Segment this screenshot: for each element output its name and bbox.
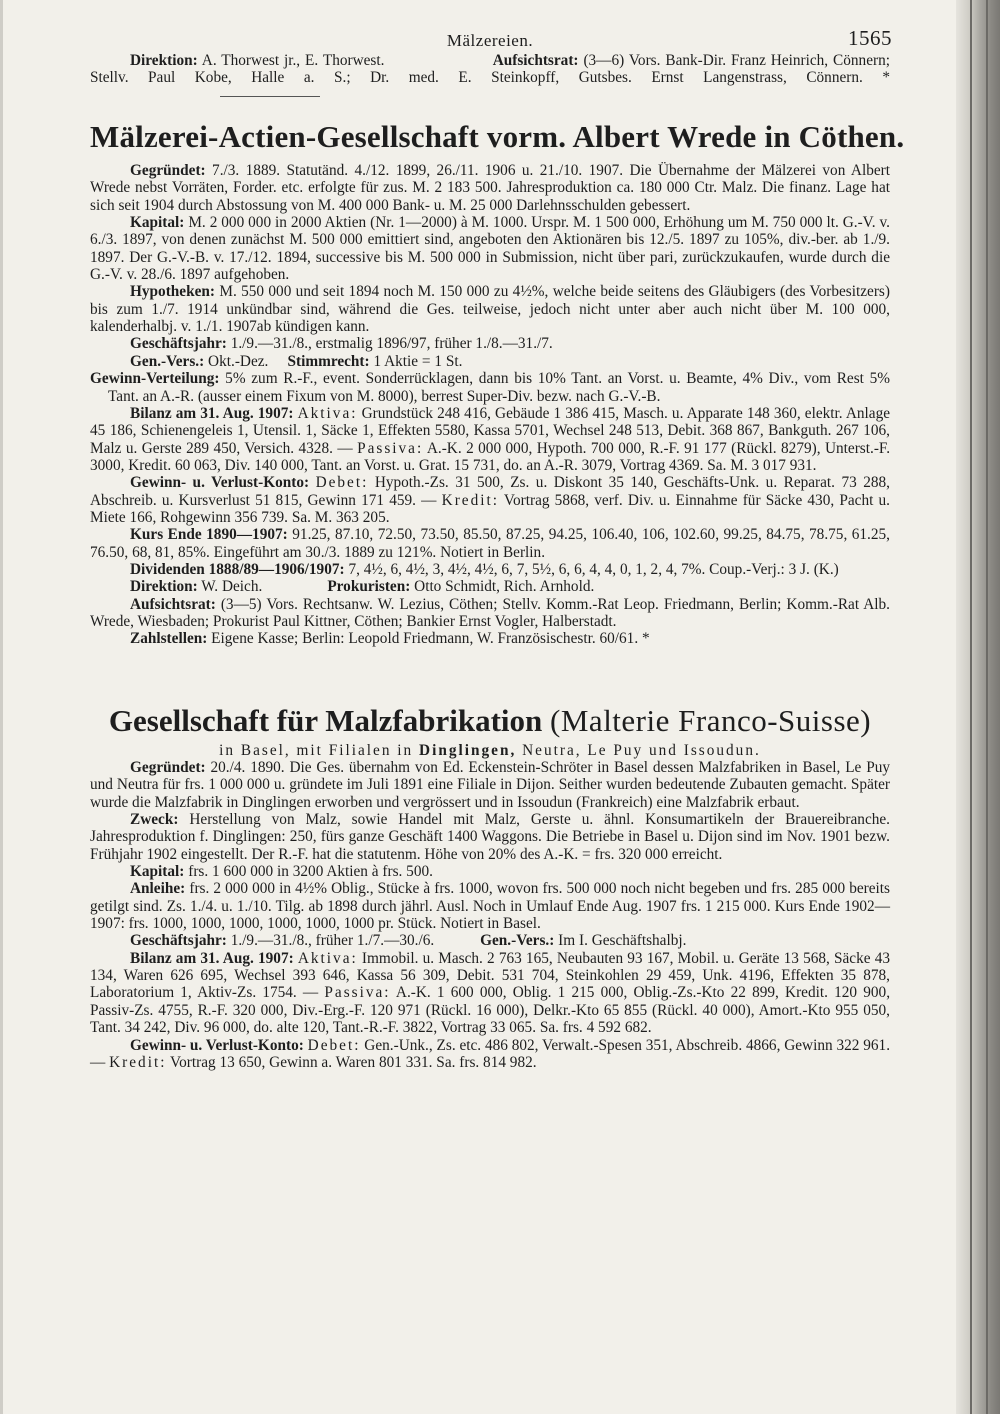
anleihe-text: frs. 2 000 000 in 4½% Oblig., Stücke à frs. 1000, wovon frs. 500 000 noch nicht begeben und frs. 285 000 bereits getilgt sind. Zs. 1./4. u. 1./10. Tilg. ab 1898 durch jährl. Ausl. Noch in Umlauf Ende Aug. 1907 frs. 1 215 000. Kurs Ende 1902—1907: frs. 1000, 1000, 1000, 1000, 1000, 1000 pr. Stück. Notiert in Basel. [90,880,891,933]
kapital-label: Kapital: [130,214,185,232]
aktiva-label: Aktiva: [297,949,358,967]
direktion-label: Direktion: [130,578,198,596]
direktion-text: W. Deich. [201,578,263,596]
gegruendet-text: 7./3. 1889. Statutänd. 4./12. 1899, 26./11. 1906 u. 21./10. 1907. Die Übernahme der Mälzerei von Albert Wrede nebst Vorräten, Forder. etc. erfolgte für zus. M. 2 183 500. Jahresproduktion ca. 180 000 Ctr. Malz. Die finanz. Lage hat sich seit 1904 durch Abstossung von M. 400 000 Bank- u. M. 25 000 Darlehnsschulden gebessert. [90,162,890,214]
guv-label: Gewinn- u. Verlust-Konto: [130,474,310,492]
kredit-label: Kredit: [109,1053,167,1071]
genvers-entry [90,353,890,370]
dividenden-text: 7, 4½, 6, 4½, 3, 4½, 4½, 6, 7, 5½, 6, 6, 4, 4, 0, 1, 2, 4, 7%. Coup.-Verj.: 3 J. (K.) [348,560,839,578]
aufsichtsrat-entry [90,596,890,631]
passiva-label: Passiva: [324,984,391,1002]
prokuristen-text: Otto Schmidt, Rich. Arnhold. [414,578,595,596]
zweck-label: Zweck: [130,811,179,829]
geschaeftsjahr-text: 1./9.—31./8., früher 1./7.—30./6. [230,932,435,950]
page-binding-edge [956,0,1000,1414]
aufsichtsrat-text: (3—6) Vors. Bank-Dir. Franz Heinrich, Cönnern; Stellv. Paul Kobe, Halle a. S.; Dr. med. E. Steinkopff, Gutsbes. Ernst Langenstrass, Cönnern. * [90,52,890,87]
kredit-text: Vortrag 13 650, Gewinn a. Waren 801 331. Sa. frs. 814 982. [170,1053,537,1071]
bilanz-entry [90,950,890,1037]
binding-line [970,0,972,1414]
subtitle-bold: Dinglingen, [419,741,517,759]
debet-text: Hypoth.-Zs. 31 500, Zs. u. Diskont 35 140, Geschäfts-Unk. u. Reparat. 73 288, Abschreib. u. Kursverlust 51 815, Gewinn 171 459. — [90,474,890,509]
bilanz-entry [90,405,890,474]
running-title: Mälzereien. [446,31,534,50]
aktiva-text: Grundstück 248 416, Gebäude 1 386 415, Masch. u. Apparate 148 360, elektr. Anlage 45 186, Schienengeleis 1, Utensil. 1, Säcke 1, Effekten 5580, Kassa 5701, Wechsel 248 513, Debit. 368 867, Bankguth. 267 106, Malz u. Gerste 289 450, Versich. 4328. — [90,404,891,457]
gewinn-verteilung-label: Gewinn-Verteilung: [90,370,220,388]
zweck-text: Herstellung von Malz, sowie Handel mit Malz, Gerste u. ähnl. Konsumartikeln der Brauereibranche. Jahresproduktion f. Dinglingen: 250, fürs ganze Geschäft 1400 Waggons. Die Betriebe in Basel u. Dijon sind im Nov. 1901 bezw. Frühjahr 1902 eingestellt. Der R.-F. hat die statutenm. Höhe von 20% des A.-K. = frs. 320 000 erreicht. [90,811,890,863]
top-board-entry [90,52,890,104]
zweck-entry [90,811,890,863]
gegruendet-entry [90,759,890,811]
hypotheken-text: M. 550 000 und seit 1894 noch M. 150 000 zu 4½%, welche beide seitens des Gläubigers (des Vorbesitzers) bis zum 1./7. 1914 unkündbar sind, während die Ges. teilweise, jedoch nicht unter aber auch nicht über M. 100 000, kalenderhalbj. v. 1./1. 1907ab kündigen kann. [90,283,890,336]
kredit-text: Vortrag 5868, verf. Div. u. Einnahme für Säcke 430, Pacht u. Miete 166, Rohgewinn 356 739. Sa. M. 363 205. [90,491,890,526]
direktion-label: Direktion: [130,52,198,69]
subtitle-part: Neutra, Le Puy und Issoudun. [522,741,761,759]
gegruendet-label: Gegründet: [130,162,206,180]
genvers-label: Gen.-Vers.: [130,352,205,370]
aufsichtsrat-text: (3—5) Vors. Rechtsanw. W. Lezius, Cöthen; Stellv. Komm.-Rat Leop. Friedmann, Berlin; Komm.-Rat Alb. Wrede, Wiesbaden; Prokurist Paul Kittner, Cöthen; Bankier Ernst Vogler, Halberstadt. [90,595,890,630]
gewinn-verlust-entry [90,1037,890,1072]
debet-label: Debet: [315,474,369,492]
aufsichtsrat-label: Aufsichtsrat: [130,595,216,613]
left-margin-shadow [0,0,3,1414]
kapital-text: M. 2 000 000 in 2000 Aktien (Nr. 1—2000) à M. 1000. Urspr. M. 1 500 000, Erhöhung um M. 750 000 lt. G.-V. v. 6./3. 1897, von denen zunächst M. 500 000 emittiert sind, angeboten den Aktionären bis 12./5. 1897 zu 105%, div.-ber. ab 1./9. 1897. Der G.-V.-B. v. 17./12. 1894, successive bis M. 500 000 in Submission, nicht über pari, zurückzukaufen, wurde durch die G.-V. v. 28./6. 1897 aufgehoben. [90,214,890,284]
page-header [90,26,890,52]
geschaeftsjahr-text: 1./9.—31./8., erstmalig 1896/97, früher 1./8.—31./7. [230,335,553,353]
stimmrecht-text: 1 Aktie = 1 St. [373,352,463,370]
stimmrecht-label: Stimmrecht: [287,352,370,370]
dividenden-entry [90,561,890,578]
geschaeftsjahr-label: Geschäftsjahr: [130,932,227,950]
subtitle-part: in Basel, mit Filialen in [219,741,414,759]
kurs-entry [90,526,890,561]
company-title-paren: (Malterie Franco-Suisse) [550,702,872,738]
gegruendet-text: 20./4. 1890. Die Ges. übernahm von Ed. Eckenstein-Schröter in Basel dessen Malzfabriken in Basel, Le Puy und Neutra für frs. 1 000 000 u. gründete im Juli 1891 eine Filiale in Dijon. Seither wurden bedeutende Zubauten gemacht. Später wurde die Malzfabrik in Dinglingen erworben und vergrössert und in Issoudun (Frankreich) eine Malzfabrik erbaut. [90,759,890,811]
aktiva-text: Immobil. u. Masch. 2 763 165, Neubauten 93 167, Mobil. u. Geräte 13 568, Säcke 43 134, Waren 626 695, Wechsel 393 646, Kassa 56 309, Debit. 531 704, Steinkohlen 29 459, Unk. 4196, Effekten 35 878, Laboratorium 1, Aktiv-Zs. 1754. — [90,949,890,1002]
zahlstellen-text: Eigene Kasse; Berlin: Leopold Friedmann, W. Französischestr. 60/61. * [211,630,650,648]
debet-text: Gen.-Unk., Zs. etc. 486 802, Verwalt.-Spesen 351, Abschreib. 4866, Gewinn 322 961. — [90,1036,891,1071]
genvers-label: Gen.-Vers.: [480,932,555,950]
kapital-text: frs. 1 600 000 in 3200 Aktien à frs. 500. [188,863,433,881]
company-subtitle [90,742,890,759]
aktiva-label: Aktiva: [297,404,358,422]
kapital-label: Kapital: [130,863,185,881]
bilanz-label: Bilanz am 31. Aug. 1907: [130,404,294,422]
company-title [90,704,890,738]
kurs-label: Kurs Ende 1890—1907: [130,526,288,544]
guv-label: Gewinn- u. Verlust-Konto: [130,1036,304,1054]
gegruendet-entry [90,162,890,214]
binding-line [986,0,988,1414]
gewinn-verlust-entry [90,474,890,526]
page-number: 1565 [848,26,892,50]
passiva-text: A.-K. 1 600 000, Oblig. 1 215 000, Oblig.-Zs.-Kto 22 899, Kredit. 120 900, Passiv-Zs. 4755, R.-F. 320 000, Div.-Erg.-F. 120 971 (Rückl. 16 000), Delkr.-Kto 65 855 (Rückl. 40 000), Amort.-Kto 955 050, Tant. 34 242, Div. 96 000, do. alte 120, Tant.-R.-F. 3822, Vortrag 33 065. Sa. frs. 4 592 682. [90,984,891,1037]
zahlstellen-label: Zahlstellen: [130,630,208,648]
kapital-entry [90,863,890,880]
company-title-main: Gesellschaft für Malzfabrikation [108,702,543,738]
prokuristen-label: Prokuristen: [327,578,411,596]
direktion-text: A. Thorwest jr., E. Thorwest. [201,52,385,69]
passiva-text: A.-K. 2 000 000, Hypoth. 700 000, R.-F. 91 177 (Rückl. 8279), Unterst.-F. 3000, Kredit. 60 063, Div. 140 000, Tant. an Vorst. u. Grat. 15 731, do. an A.-R. 3079, Vortrag 4369. Sa. M. 3 017 931. [90,439,891,474]
separator-rule [220,96,320,97]
geschaeftsjahr-entry [90,932,890,949]
genvers-text: Im I. Geschäftshalbj. [558,932,687,950]
aufsichtsrat-label: Aufsichtsrat: [492,52,579,69]
section-gap [90,648,890,694]
kapital-entry [90,214,890,283]
direktion-entry [90,578,890,595]
passiva-label: Passiva: [357,439,424,457]
geschaeftsjahr-entry [90,335,890,352]
kredit-label: Kredit: [441,491,499,509]
gegruendet-label: Gegründet: [130,759,206,776]
gewinn-verteilung-text: 5% zum R.-F., event. Sonderrücklagen, dann bis 10% Tant. an Vorst. u. Beamte, 4% Div., vom Rest 5% Tant. an A.-R. (ausser einem Fixum von M. 8000), berrest Super-Div. bezw. nach G.-V.-B. [108,370,891,405]
anleihe-label: Anleihe: [130,880,186,898]
debet-label: Debet: [307,1036,361,1054]
anleihe-entry [90,880,890,932]
hypotheken-label: Hypotheken: [130,283,215,301]
genvers-text: Okt.-Dez. [208,352,269,370]
hypotheken-entry [90,283,890,335]
gewinn-verteilung-entry [90,370,890,405]
company-title: Mälzerei-Actien-Gesellschaft vorm. Albert Wrede in Cöthen. [90,119,905,155]
geschaeftsjahr-label: Geschäftsjahr: [130,335,227,353]
kurs-text: 91.25, 87.10, 72.50, 73.50, 85.50, 87.25, 94.25, 106.40, 106, 102.60, 99.25, 84.75, 78.75, 61.25, 76.50, 68, 81, 85%. Eingeführt am 30./3. 1889 zu 121%. Notiert in Berlin. [90,526,891,561]
dividenden-label: Dividenden 1888/89—1906/1907: [130,560,345,578]
page-content [90,26,905,1071]
bilanz-label: Bilanz am 31. Aug. 1907: [130,949,294,967]
zahlstellen-entry [90,630,890,647]
